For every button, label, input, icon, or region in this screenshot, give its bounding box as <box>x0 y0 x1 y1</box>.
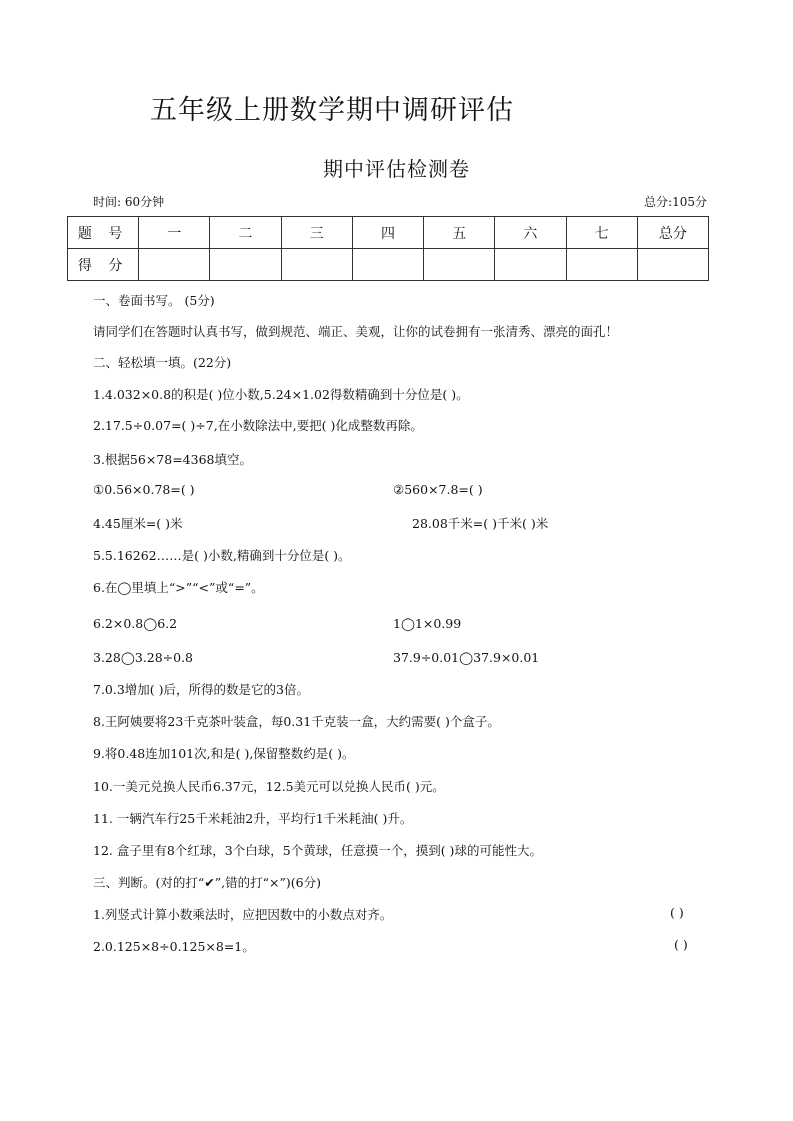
question-6-part-a: 6.2×0.8◯6.2 <box>93 616 178 631</box>
question-9: 9.将0.48连加101次,和是( ),保留整数约是( )。 <box>93 746 355 761</box>
score-cell-4[interactable] <box>352 249 423 281</box>
exam-subtitle: 期中评估检测卷 <box>323 157 470 181</box>
score-table-header-5: 五 <box>424 217 495 249</box>
score-cell-6[interactable] <box>495 249 566 281</box>
score-cell-total[interactable] <box>637 249 708 281</box>
question-3: 3.根据56×78=4368填空。 <box>93 452 252 467</box>
score-cell-3[interactable] <box>281 249 352 281</box>
score-table-header-3: 三 <box>281 217 352 249</box>
judgment-2-answer[interactable]: ( ) <box>674 937 688 952</box>
score-cell-1[interactable] <box>139 249 210 281</box>
time-label: 时间: 60分钟 <box>93 195 165 209</box>
question-12: 12. 盒子里有8个红球，3个白球，5个黄球，任意摸一个，摸到( )球的可能性大。 <box>93 843 542 858</box>
judgment-1: 1.列竖式计算小数乘法时，应把因数中的小数点对齐。 <box>93 907 393 922</box>
score-table <box>67 216 709 281</box>
question-1: 1.4.032×0.8的积是( )位小数,5.24×1.02得数精确到十分位是( )。 <box>93 387 469 402</box>
score-table-header-label: 题 号 <box>68 217 139 249</box>
section-1-text: 请同学们在答题时认真书写，做到规范、端正、美观，让你的试卷拥有一张清秀、漂亮的面孔！ <box>93 324 619 339</box>
judgment-1-answer[interactable]: ( ) <box>670 905 684 920</box>
score-table-header-2: 二 <box>210 217 281 249</box>
question-10: 10.一美元兑换人民币6.37元，12.5美元可以兑换人民币( )元。 <box>93 779 445 794</box>
score-cell-5[interactable] <box>424 249 495 281</box>
score-table-header-7: 七 <box>566 217 637 249</box>
score-cell-7[interactable] <box>566 249 637 281</box>
score-table-header-1: 一 <box>139 217 210 249</box>
exam-title: 五年级上册数学期中调研评估 <box>150 95 514 126</box>
score-table-header-6: 六 <box>495 217 566 249</box>
score-table-row-label: 得 分 <box>68 249 139 281</box>
question-6-part-c: 3.28◯3.28÷0.8 <box>93 650 194 665</box>
section-2-heading: 二、轻松填一填。(22分) <box>93 355 232 370</box>
question-6-part-b: 1◯1×0.99 <box>393 616 462 631</box>
question-3-part-a: ①0.56×0.78=( ) <box>93 482 195 497</box>
section-3-heading: 三、判断。(对的打“✔”,错的打“×”)(6分) <box>93 875 321 890</box>
question-3-part-b: ②560×7.8=( ) <box>393 482 483 497</box>
question-7: 7.0.3增加( )后，所得的数是它的3倍。 <box>93 682 309 697</box>
score-table-header-4: 四 <box>352 217 423 249</box>
question-6-part-d: 37.9÷0.01◯37.9×0.01 <box>393 650 540 665</box>
section-1-heading: 一、卷面书写。 (5分) <box>93 293 215 308</box>
total-score-label: 总分:105分 <box>644 195 707 209</box>
score-cell-2[interactable] <box>210 249 281 281</box>
score-table-header-total: 总分 <box>637 217 708 249</box>
question-2: 2.17.5÷0.07=( )÷7,在小数除法中,要把( )化成整数再除。 <box>93 418 423 433</box>
question-6: 6.在◯里填上“>”“<”或“=”。 <box>93 580 264 595</box>
question-11: 11. 一辆汽车行25千米耗油2升，平均行1千米耗油( )升。 <box>93 811 413 826</box>
score-table-header-row <box>68 217 709 249</box>
score-table-score-row <box>68 249 709 281</box>
question-4-part-a: 4.45厘米=( )米 <box>93 516 183 531</box>
question-8: 8.王阿姨要将23千克茶叶装盒，每0.31千克装一盒，大约需要( )个盒子。 <box>93 714 500 729</box>
question-5: 5.5.16262……是( )小数,精确到十分位是( )。 <box>93 548 351 563</box>
question-4-part-b: 28.08千米=( )千米( )米 <box>412 516 549 531</box>
judgment-2: 2.0.125×8÷0.125×8=1。 <box>93 939 255 954</box>
